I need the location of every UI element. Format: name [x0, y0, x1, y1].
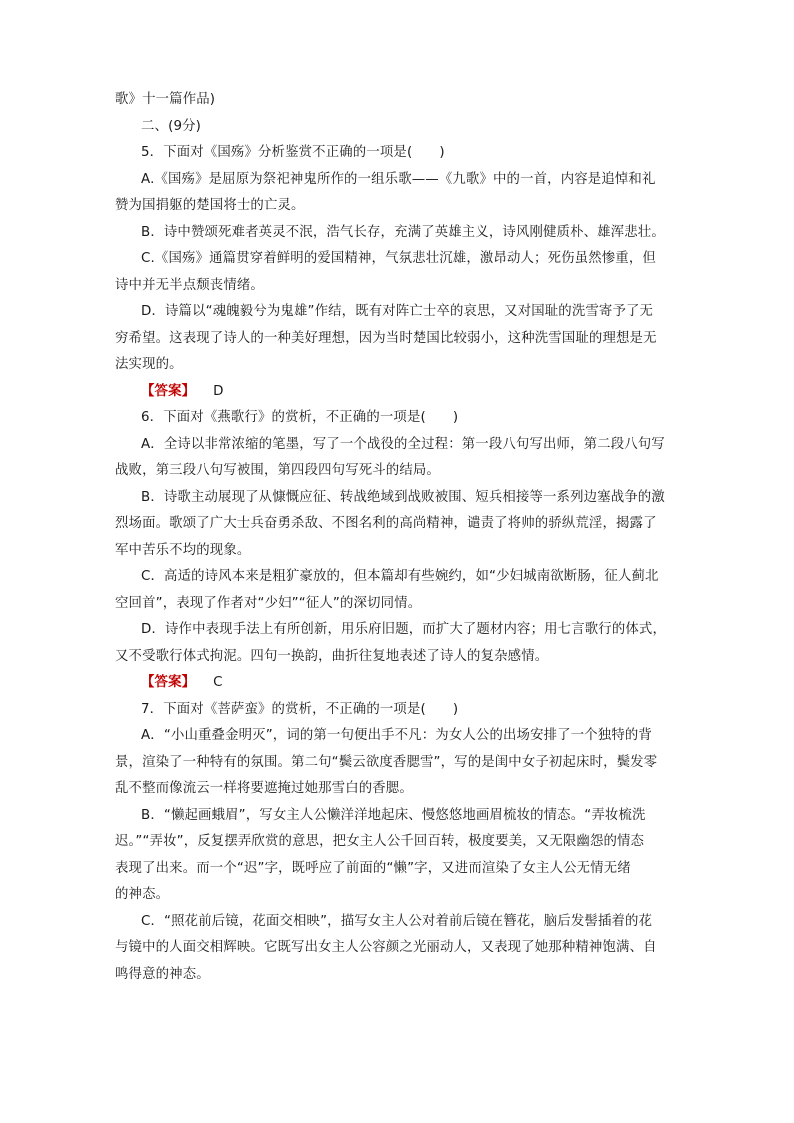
question-7-option-a-cont: 景，渲染了一种特有的氛围。第二句“鬓云欲度香腮雪”，写的是闺中女子初起床时，鬓发零 [115, 754, 658, 770]
question-5-option-a-cont: 赞为国捐躯的楚国将士的亡灵。 [115, 198, 305, 213]
question-7-option-a-cont: 乱不整而像流云一样将要遮掩过她那雪白的香腮。 [115, 781, 413, 796]
question-5-option-b: B．诗中赞颂死难者英灵不泯，浩气长存，充满了英雄主义，诗风刚健质朴、雄浑悲壮。 [141, 224, 665, 240]
section-heading: 二、(9分) [141, 118, 202, 134]
question-5-option-c-cont: 诗中并无半点颓丧情绪。 [115, 277, 264, 293]
question-5-option-c: C.《国殇》通篇贯穿着鲜明的爱国精神，气氛悲壮沉雄，激昂动人；死伤虽然惨重，但 [141, 251, 656, 266]
question-7-option-c-cont: 鸣得意的神态。 [115, 966, 210, 982]
question-6-option-b-cont: 军中苦乐不均的现象。 [115, 542, 251, 558]
question-5-stem: 5．下面对《国殇》分析鉴赏不正确的一项是( ) [141, 145, 445, 160]
question-6-option-a: A．全诗以非常浓缩的笔墨，写了一个战役的全过程：第一段八句写出师，第二段八句写 [141, 436, 665, 452]
question-5-option-d-cont: 穷希望。这表现了诗人的一种美好理想，因为当时楚国比较弱小，这种洗雪国耻的理想是无 [115, 330, 657, 346]
question-7-option-a: A．“小山重叠金明灭”，词的第一句便出手不凡：为女人公的出场安排了一个独特的背 [141, 728, 652, 743]
text-line: 歌》十一篇作品) [115, 92, 216, 107]
question-6-stem: 6．下面对《燕歌行》的赏析，不正确的一项是( ) [141, 410, 459, 425]
answer-row [115, 379, 677, 406]
question-6-option-b-cont: 烈场面。歌颂了广大士兵奋勇杀敌、不图名利的高尚精神，谴责了将帅的骄纵荒淫，揭露了 [115, 516, 657, 531]
answer-row [115, 670, 677, 697]
answer-label: 【答案】 [141, 383, 196, 399]
question-5-option-a: A.《国殇》是屈原为祭祀神鬼所作的一组乐歌——《九歌》中的一首，内容是追悼和礼 [141, 171, 656, 187]
answer-label: 【答案】 [141, 675, 196, 690]
question-6-option-d: D．诗作中表现手法上有所创新，用乐府旧题，而扩大了题材内容；用七言歌行的体式， [141, 622, 667, 637]
question-7-stem: 7．下面对《菩萨蛮》的赏析，不正确的一项是( ) [141, 701, 459, 717]
question-6-option-a-cont: 战败，第三段八句写被围，第四段四句写死斗的结局。 [115, 463, 440, 478]
answer-value: C [213, 675, 223, 690]
document-page [115, 87, 677, 988]
question-7-option-b: B．“懒起画蛾眉”，写女主人公懒洋洋地起床、慢悠悠地画眉梳妆的情态。“弄妆梳洗 [141, 807, 646, 823]
question-6-option-c: C．高适的诗风本来是粗犷豪放的，但本篇却有些婉约，如“少妇城南欲断肠，征人蓟北 [141, 569, 659, 584]
question-6-option-c-cont: 空回首”，表现了作者对“少妇”“征人”的深切同情。 [115, 595, 422, 611]
question-7-option-b-cont: 的神态。 [115, 887, 170, 902]
question-7-option-b-cont: 表现了出来。而一个“迟”字，既呼应了前面的“懒”字，又进而渲染了女主人公无情无绪 [115, 860, 631, 876]
question-5-option-d-cont: 法实现的。 [115, 357, 183, 372]
question-6-option-d-cont: 又不受歌行体式拘泥。四句一换韵，曲折往复地表述了诗人的复杂感情。 [115, 648, 549, 664]
question-7-option-c: C．“照花前后镜，花面交相映”，描写女主人公对着前后镜在簪花，脑后发髻插着的花 [141, 913, 653, 929]
question-6-option-b: B．诗歌主动展现了从慷慨应征、转战绝域到战败被围、短兵相接等一系列边塞战争的激 [141, 489, 665, 505]
question-7-option-b-cont: 迟。”“弄妆”，反复摆弄欣赏的意思，把女主人公千回百转，极度要美，又无限幽怨的情态 [115, 834, 645, 849]
question-5-option-d: D．诗篇以“魂魄毅兮为鬼雄”作结，既有对阵亡士卒的哀思，又对国耻的洗雪寄予了无 [141, 304, 654, 319]
answer-value: D [213, 383, 224, 399]
question-7-option-c-cont: 与镜中的人面交相辉映。它既写出女主人公容颜之光丽动人，又表现了她那种精神饱满、自 [115, 940, 657, 955]
